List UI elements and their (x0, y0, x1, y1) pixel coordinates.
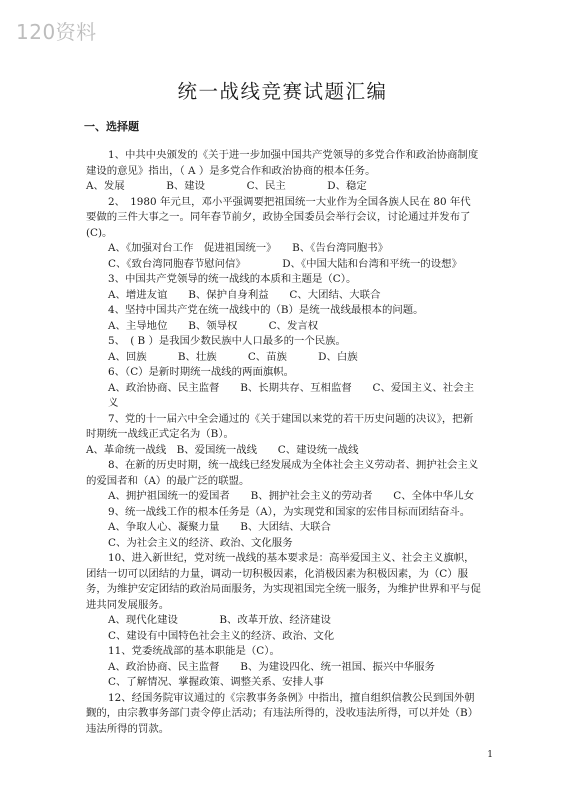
question-line: 7、党的十一届六中全会通过的《关于建国以来党的若干历史问题的决议》，把新时期统一战线正式定名为（B）。 (86, 412, 474, 440)
question-line: A、主导地位 B、领导权 C、发言权 (108, 319, 319, 332)
section-heading: 一、选择题 (84, 120, 139, 133)
question-line: A、《加强对台工作 促进祖国统一》 B、《告台湾同胞书》 (108, 242, 389, 254)
question-line: 6、（C）是新时期统一战线的两面旗帜。 (108, 366, 294, 378)
watermark: 120资料 (16, 20, 97, 44)
question-line: A、回族 B、壮族 C、苗族 D、白族 (108, 350, 358, 363)
question-line: 5、 ( B ）是我国少数民族中人口最多的一个民族。 (108, 335, 346, 347)
question-line: C、建设有中国特色社会主义的经济、政治、文化 (108, 629, 335, 642)
question-line: 9、统一战线工作的根本任务是（A），为实现党和国家的宏伟目标而团结奋斗。 (108, 505, 471, 518)
page-number: 1 (487, 750, 493, 760)
question-line: 4、坚持中国共产党在统一战线中的（B）是统一战线最根本的问题。 (108, 304, 424, 316)
question-line: 8、在新的历史时期，统一战线已经发展成为全体社会主义劳动者、拥护社会主义的爱国者和（A）的最广泛的联盟。 (86, 459, 479, 487)
question-line: A、增进友谊 B、保护自身利益 C、大团结、大联合 (108, 288, 381, 301)
question-line: A、现代化建设 B、改革开放、经济建设 (108, 614, 331, 626)
question-line: 2、 1980 年元旦，邓小平强调要把祖国统一大业作为全国各族人民在 80 年代要做的三件大事之一。同年春节前夕，政协全国委员会举行会议，讨论通过并发布了(C)。 (86, 195, 471, 239)
question-line: 12、经国务院审议通过的《宗教事务条例》中指出，擅自组织信教公民到国外朝觐的，由宗教事务部门责令停止活动；有违法所得的，没收违法所得，可以并处（B）违法所得的罚款。 (86, 691, 479, 735)
question-line: 10、进入新世纪，党对统一战线的基本要求是：高举爱国主义、社会主义旗帜，团结一切可以团结的力量，调动一切积极因素，化消极因素为积极因素，为（C）服务，为维护安定团结的政治局面服务，为实现祖国完全统一服务，为维护世界和平与促进共同发展服务。 (86, 552, 481, 611)
question-line: C、了解情况、掌握政策、调整关系、安排人事 (108, 676, 324, 688)
question-line: A、革命统一战线 B、爱国统一战线 C、建设统一战线 (86, 443, 359, 456)
question-line: C、为社会主义的经济、政治、文化服务 (108, 536, 293, 549)
question-list (86, 148, 481, 737)
question-line: 3、中国共产党领导的统一战线的本质和主题是（C）。 (108, 273, 357, 285)
question-line: C、《致台湾同胞春节慰问信》 D、《中国大陆和台湾和平统一的设想》 (108, 257, 462, 270)
question-line: A、政治协商、民主监督 B、为建设四化、统一祖国、振兴中华服务 (108, 660, 435, 673)
question-line: A、发展 B、建设 C、民主 D、稳定 (86, 180, 367, 192)
question-line: A、争取人心、凝聚力量 B、大团结、大联合 (108, 521, 331, 533)
question-line: 11、党委统战部的基本职能是（C）。 (108, 645, 280, 657)
document-title: 统一战线竞赛试题汇编 (177, 80, 388, 103)
question-line: A、政治协商、民主监督 B、长期共存、互相监督 C、爱国主义、社会主义 (108, 381, 474, 409)
question-line: A、拥护祖国统一的爱国者 B、拥护社会主义的劳动者 C、全体中华儿女 (108, 490, 474, 502)
question-line: 1、中共中央颁发的《关于进一步加强中国共产党领导的多党合作和政治协商制度建设的意见》指出，（ A ）是多党合作和政治协商的根本任务。 (86, 149, 479, 177)
